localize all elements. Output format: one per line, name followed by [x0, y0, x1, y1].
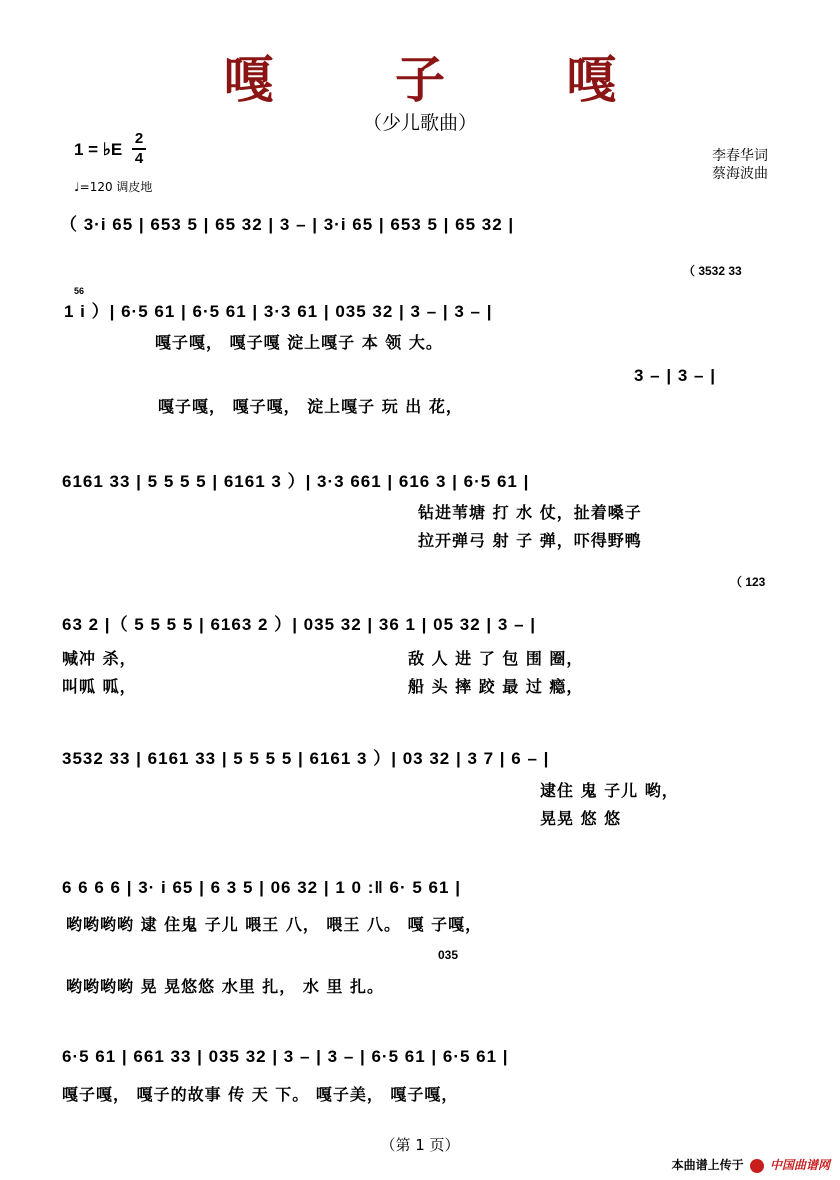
song-subtitle: （少儿歌曲）	[362, 112, 477, 134]
site-logo-text: 中国曲谱网	[769, 1158, 830, 1172]
song-title: 嘎 子 嘎	[223, 51, 669, 109]
lyrics-line-5d: 船 头 摔 跤 最 过 瘾，	[408, 677, 584, 696]
notation-line-5: 63 2 |（ 5 5 5 5 | 6163 2 ）| 035 32 | 36 1 | 05 32 | 3 – |	[62, 615, 537, 634]
lyrics-line-4b: 拉开弹弓 射 子 弹，吓得野鸭	[418, 531, 642, 550]
notation-line-8: 6·5 61 | 661 33 | 035 32 | 3 – | 3 – | 6·5 61 | 6·5 61 |	[62, 1047, 509, 1066]
lyrics-line-5b: 叫呱 呱，	[62, 677, 137, 696]
notation-line-3: 3 – | 3 – |	[634, 366, 716, 385]
grace-note-2: 56	[74, 286, 85, 296]
lyrics-line-6b: 晃晃 悠 悠	[540, 809, 622, 828]
lyrics-line-7b: 哟哟哟哟 晃 晃悠悠 水里 扎， 水 里 扎。	[66, 977, 384, 996]
lyricist-credit: 李春华词	[712, 148, 768, 164]
time-signature	[132, 131, 146, 167]
key-signature: 1 = ♭E	[74, 140, 123, 159]
lyrics-line-5c: 敌 人 进 了 包 围 圈，	[408, 649, 584, 668]
source-text: 本曲谱上传于	[671, 1158, 744, 1172]
lyrics-line-5a: 喊冲 杀，	[62, 649, 137, 668]
notation-alt-7: 035	[438, 948, 459, 962]
source-credit	[672, 1156, 830, 1173]
notation-cue-5: （ 123	[730, 575, 766, 589]
notation-line-2: 1 i ）| 6·5 61 | 6·5 61 | 3·3 61 | 035 32 | 3 – | 3 – |	[64, 302, 493, 321]
page-number: （第 1 页）	[380, 1136, 460, 1154]
notation-line-7: 6 6 6 6 | 3· i 65 | 6 3 5 | 06 32 | 1 0 :‖ 6· 5 61 |	[62, 878, 461, 897]
tempo-marking: ♩=120 调皮地	[74, 180, 153, 194]
lyrics-line-7a: 哟哟哟哟 逮 住鬼 子儿 喂王 八， 喂王 八。 嘎 子嘎，	[66, 915, 483, 934]
site-logo-icon	[750, 1159, 764, 1173]
notation-line-1: （ 3·i 65 | 653 5 | 65 32 | 3 – | 3·i 65 | 653 5 | 65 32 |	[60, 215, 515, 234]
notation-line-6: 3532 33 | 6161 33 | 5 5 5 5 | 6161 3 ）| 03 32 | 3 7 | 6 – |	[62, 749, 550, 768]
notation-line-4: 6161 33 | 5 5 5 5 | 6161 3 ）| 3·3 661 | 616 3 | 6·5 61 |	[62, 472, 530, 491]
lyrics-line-8: 嘎子嘎， 嘎子的故事 传 天 下。 嘎子美， 嘎子嘎，	[62, 1085, 459, 1104]
notation-cue-2: （ 3532 33	[683, 264, 742, 278]
lyrics-line-6a: 逮住 鬼 子儿 哟，	[540, 781, 679, 800]
composer-credit: 蔡海波曲	[712, 166, 768, 182]
lyrics-line-3: 嘎子嘎， 嘎子嘎， 淀上嘎子 玩 出 花，	[158, 397, 463, 416]
meter-top: 2	[134, 130, 144, 147]
lyrics-line-2: 嘎子嘎， 嘎子嘎 淀上嘎子 本 领 大。	[155, 333, 443, 352]
lyrics-line-4a: 钻进苇塘 打 水 仗，扯着嗓子	[418, 503, 642, 522]
meter-bottom: 4	[134, 150, 144, 167]
